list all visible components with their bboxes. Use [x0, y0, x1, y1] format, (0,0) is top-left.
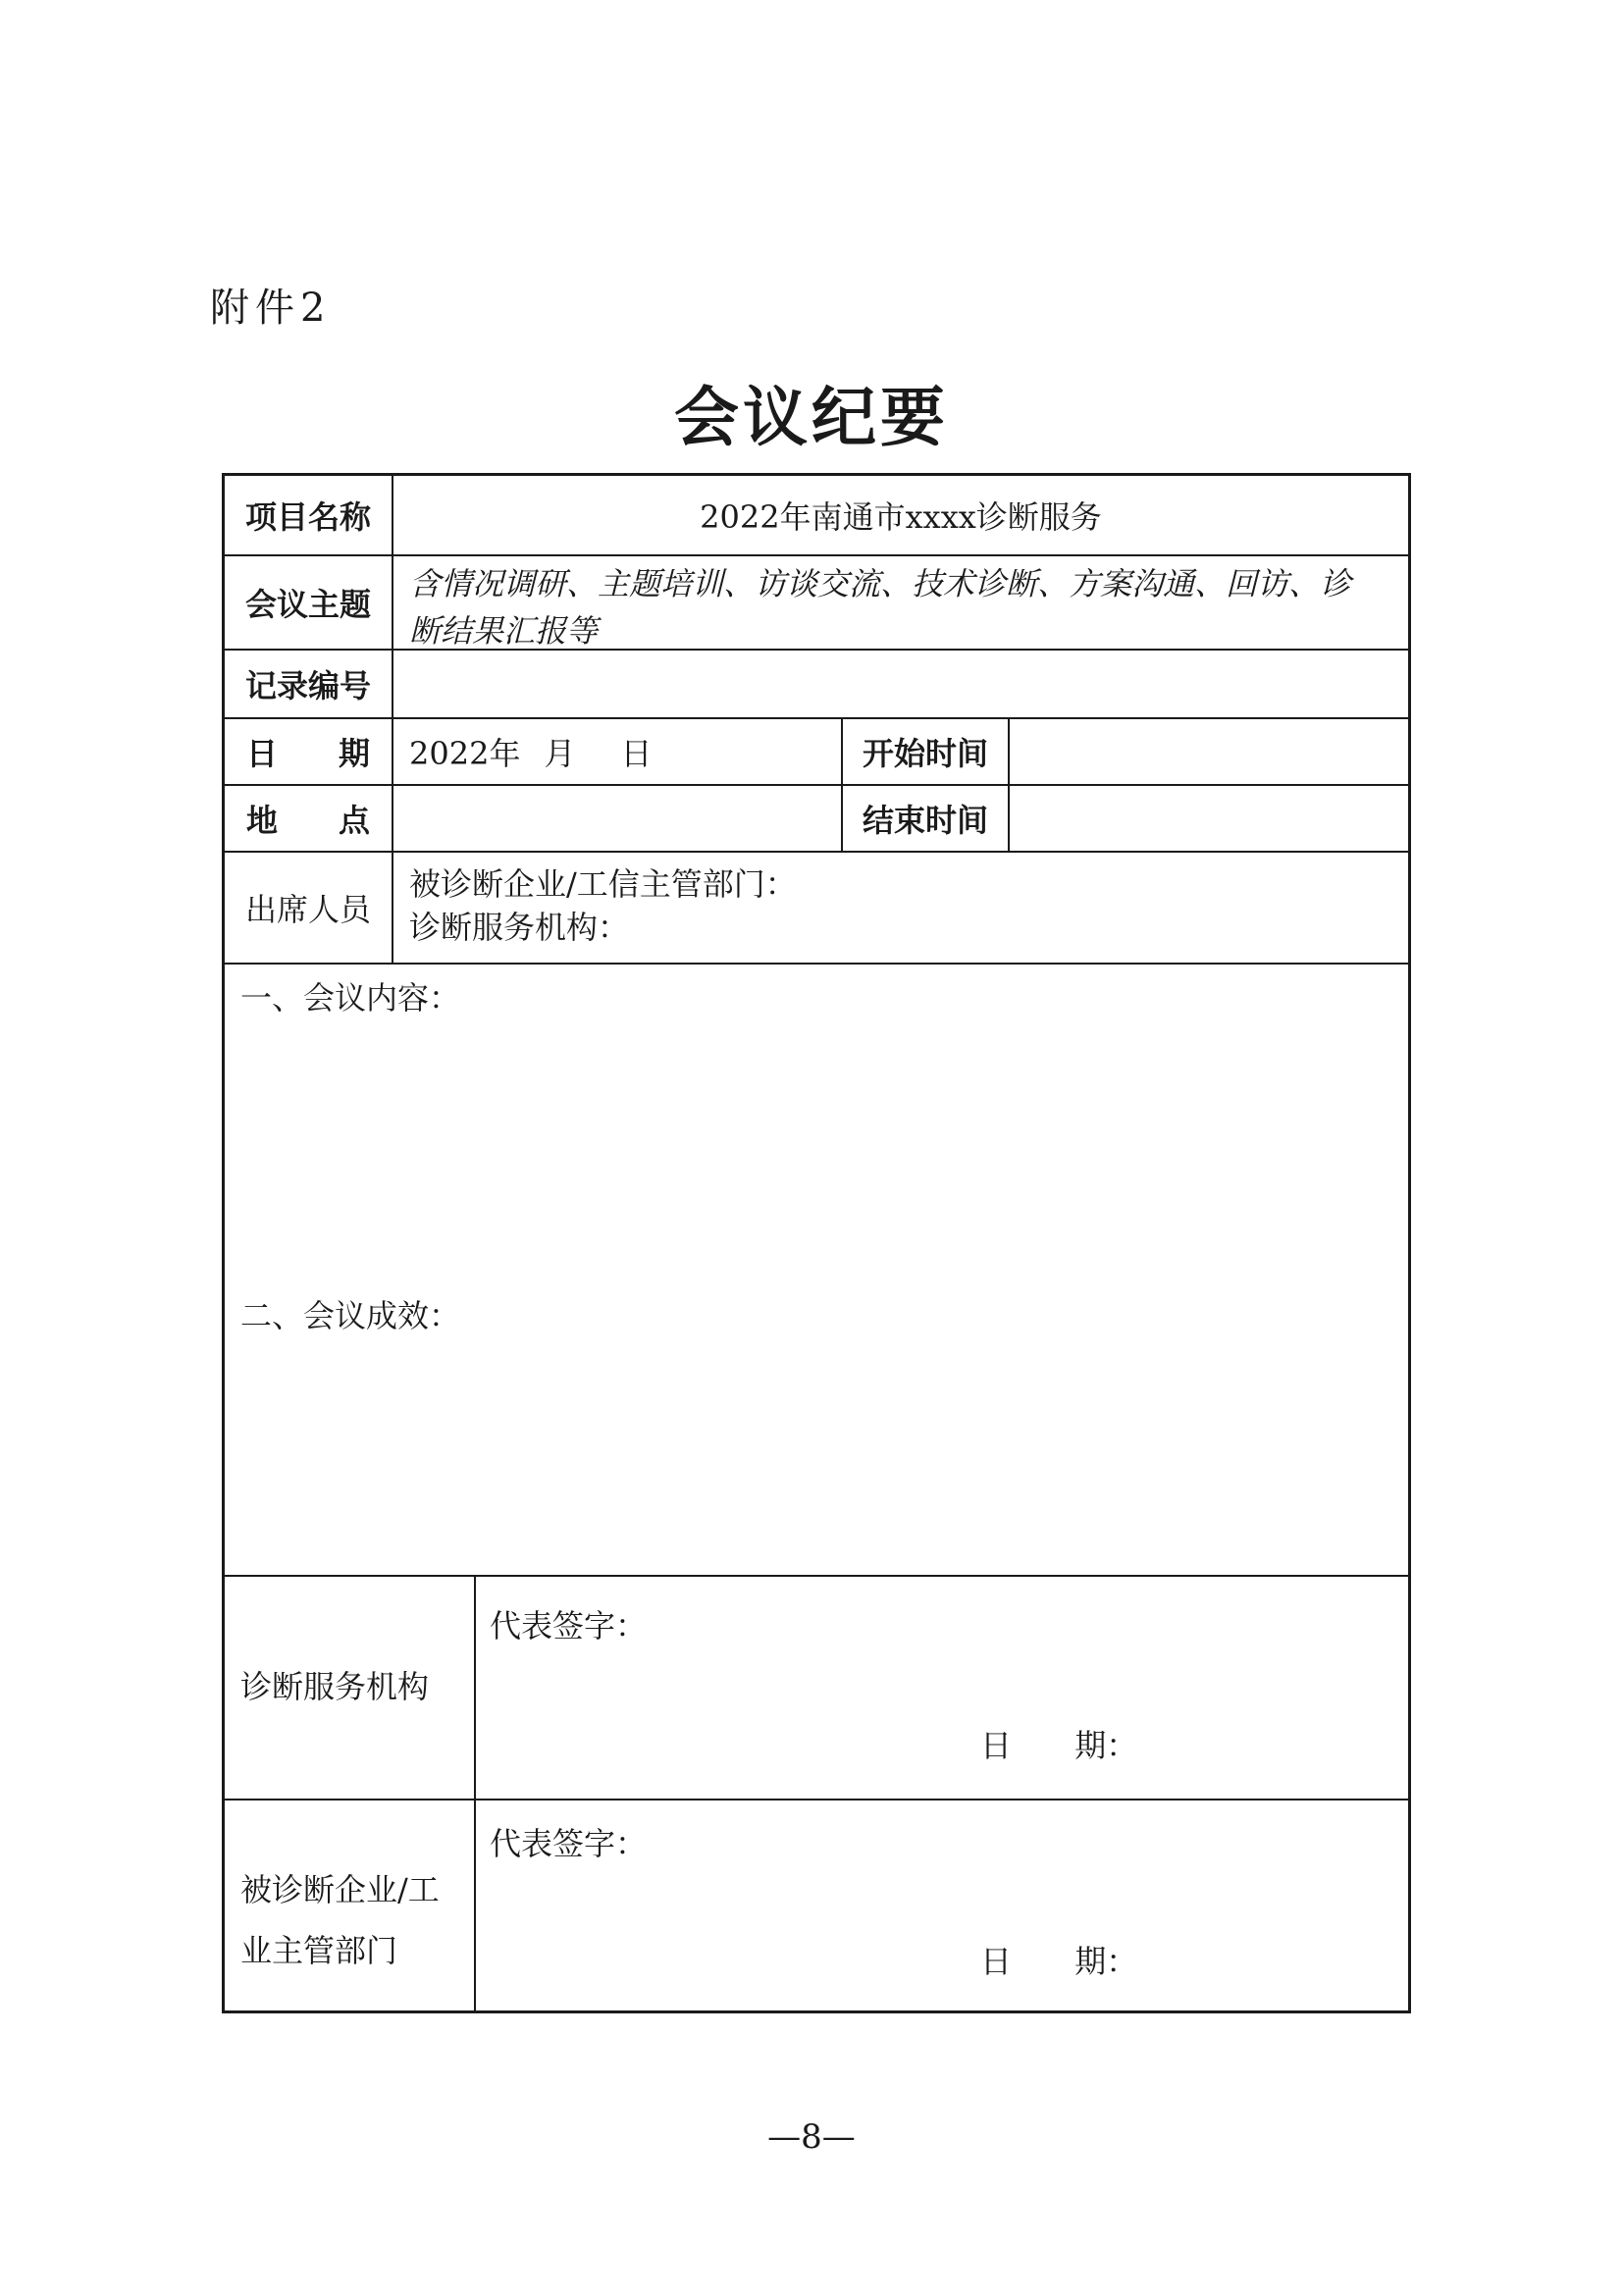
- minutes-table: [222, 473, 1411, 2013]
- signature-party: [240, 1859, 472, 1981]
- signature-date-label: [980, 1938, 1137, 1985]
- attendees-label: 出席人员: [244, 891, 371, 928]
- date-label-char: 期: [338, 735, 370, 772]
- date-year: 2022年: [409, 735, 521, 772]
- signature-date-char: 期：: [1074, 1943, 1138, 1980]
- meeting-topic-label: 会议主题: [244, 586, 371, 623]
- meeting-topic-value: [409, 560, 1400, 654]
- document-title: 会议纪要: [674, 380, 949, 455]
- start-time-label: 开始时间: [862, 735, 988, 772]
- attendees-service-agency: 诊断服务机构：: [409, 909, 630, 946]
- end-time-label: 结束时间: [862, 802, 988, 839]
- page-number: —8—: [767, 2117, 856, 2157]
- project-name-label: 项目名称: [244, 498, 371, 536]
- date-month: 月: [544, 735, 576, 772]
- representative-signature-label: 代表签字：: [490, 1607, 648, 1644]
- signature-party-line: 被诊断企业/工: [240, 1871, 440, 1908]
- project-name-value: 2022年南通市xxxx诊断服务: [700, 498, 1102, 536]
- record-number-label: 记录编号: [244, 667, 371, 704]
- attendees-enterprise: 被诊断企业/工信主管部门：: [409, 865, 797, 903]
- attendees-value: [409, 862, 1400, 949]
- attachment-label: 附件2: [210, 286, 332, 331]
- row-divider: [225, 963, 1408, 965]
- date-day: 日: [620, 735, 653, 772]
- signature-party-line: 诊断服务机构: [240, 1668, 430, 1705]
- column-divider: [1008, 717, 1010, 851]
- row-divider: [225, 851, 1408, 853]
- end-time-value: [1025, 786, 1398, 851]
- signature-date-char: 日: [980, 1727, 1013, 1764]
- date-label-char: 日: [246, 735, 279, 772]
- date-label: [225, 719, 392, 784]
- start-time-value: [1025, 719, 1398, 784]
- meeting-outcome-heading: 二、会议成效：: [240, 1297, 461, 1334]
- signature-column-divider: [474, 1575, 476, 2013]
- place-value: [409, 786, 831, 851]
- signature-date-label: [980, 1722, 1137, 1769]
- place-label-char: 点: [338, 802, 370, 839]
- representative-signature-label: 代表签字：: [490, 1825, 648, 1862]
- meeting-topic-line: 含情况调研、主题培训、访谈交流、技术诊断、方案沟通、回访、诊: [409, 565, 1352, 602]
- signature-date-char: 日: [980, 1943, 1013, 1980]
- place-label: [225, 786, 392, 851]
- meeting-content-heading: 一、会议内容：: [240, 979, 461, 1017]
- record-number-value: [409, 651, 1400, 717]
- signature-party-line: 业主管部门: [240, 1932, 398, 1969]
- place-label-char: 地: [246, 802, 279, 839]
- meeting-topic-line: 断结果汇报等: [409, 612, 599, 650]
- row-divider: [225, 1799, 1408, 1800]
- signature-date-char: 期：: [1074, 1727, 1138, 1764]
- date-value: [409, 719, 831, 784]
- signature-party: [240, 1663, 472, 1710]
- row-divider: [225, 554, 1408, 556]
- row-divider: [225, 1575, 1408, 1577]
